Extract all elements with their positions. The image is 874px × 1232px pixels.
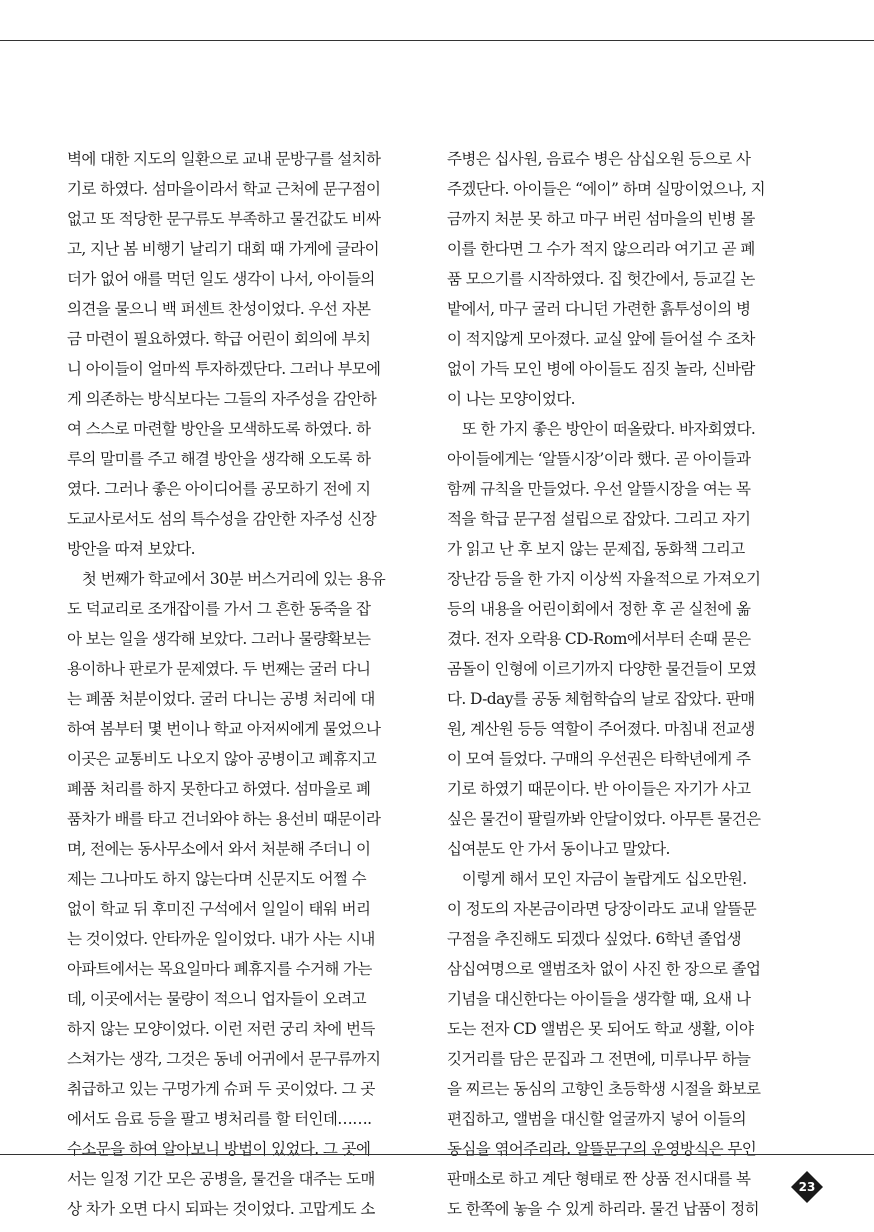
text-line: 을 찌르는 동심의 고향인 초등학생 시절을 화보로 [447, 1080, 761, 1098]
text-line: 는 것이었다. 안타까운 일이었다. 내가 사는 시내 [67, 930, 375, 948]
text-line: 기념을 대신한다는 아이들을 생각할 때, 요새 나 [447, 990, 751, 1008]
text-line: 서는 일정 기간 모은 공병을, 물건을 대주는 도매 [67, 1170, 375, 1188]
text-line: 니 아이들이 얼마씩 투자하겠단다. 그러나 부모에 [67, 360, 381, 378]
text-line: 금 마련이 필요하였다. 학급 어린이 회의에 부치 [67, 330, 371, 348]
text-line: 폐품 처리를 하지 못한다고 하였다. 섬마을로 폐 [67, 780, 371, 798]
text-line: 이곳은 교통비도 나오지 않아 공병이고 폐휴지고 [67, 750, 377, 768]
text-line: 주겠단다. 아이들은 “에이” 하며 실망이었으나, 지 [447, 180, 766, 198]
text-line: 루의 말미를 주고 해결 방안을 생각해 오도록 하 [67, 450, 371, 468]
text-line: 원, 계산원 등등 역할이 주어졌다. 마침내 전교생 [447, 720, 755, 738]
text-line: 고, 지난 봄 비행기 날리기 대회 때 가게에 글라이 [67, 240, 380, 258]
text-line: 깃거리를 담은 문집과 그 전면에, 미루나무 하늘 [447, 1050, 751, 1068]
text-line: 겼다. 전자 오락용 CD-Rom에서부터 손때 묻은 [447, 630, 751, 648]
text-line: 도교사로서도 섬의 특수성을 감안한 자주성 신장 [67, 510, 377, 528]
text-line: 적을 학급 문구점 설립으로 잡았다. 그리고 자기 [447, 510, 751, 528]
text-line: 이를 한다면 그 수가 적지 않으리라 여기고 곧 폐 [447, 240, 755, 258]
text-line: 에서도 음료 등을 팔고 병처리를 할 터인데……. [67, 1110, 372, 1128]
right-text-column [447, 144, 805, 1224]
text-line: 아파트에서는 목요일마다 폐휴지를 수거해 가는 [67, 960, 372, 978]
text-line: 장난감 등을 한 가지 이상씩 자율적으로 가져오기 [447, 570, 761, 588]
text-line: 취급하고 있는 구멍가게 슈퍼 두 곳이었다. 그 곳 [67, 1080, 375, 1098]
text-line: 데, 이곳에서는 물량이 적으니 업자들이 오려고 [67, 990, 367, 1008]
text-line: 곰돌이 인형에 이르기까지 다양한 물건들이 모였 [447, 660, 757, 678]
text-line: 삼십여명으로 앨범조차 없이 사진 한 장으로 졸업 [447, 960, 761, 978]
text-line: 가 읽고 난 후 보지 않는 문제집, 동화책 그리고 [447, 540, 745, 558]
text-line: 이렇게 해서 모인 자금이 놀랍게도 십오만원. [447, 870, 747, 888]
text-line: 하지 않는 모양이었다. 이런 저런 궁리 차에 번득 [67, 1020, 375, 1038]
text-line: 의견을 물으니 백 퍼센트 찬성이었다. 우선 자본 [67, 300, 371, 318]
text-line: 주병은 십사원, 음료수 병은 삼십오원 등으로 사 [447, 150, 751, 168]
text-line: 이 나는 모양이었다. [447, 390, 575, 408]
text-line: 며, 전에는 동사무소에서 와서 처분해 주더니 이 [67, 840, 371, 858]
text-line: 편집하고, 앨범을 대신할 얼굴까지 넣어 이들의 [447, 1110, 747, 1128]
text-line: 또 한 가지 좋은 방안이 떠올랐다. 바자회였다. [447, 420, 756, 438]
text-line: 이 모여 들었다. 구매의 우선권은 타학년에게 주 [447, 750, 751, 768]
text-line: 도 덕교리로 조개잡이를 가서 그 흔한 동죽을 잡 [67, 600, 371, 618]
text-line: 아 보는 일을 생각해 보았다. 그러나 물량확보는 [67, 630, 371, 648]
text-line: 판매소로 하고 계단 형태로 짠 상품 전시대를 복 [447, 1170, 751, 1188]
text-line: 아이들에게는 ‘알뜰시장’이라 했다. 곧 아이들과 [447, 450, 751, 468]
text-line: 벽에 대한 지도의 일환으로 교내 문방구를 설치하 [67, 150, 381, 168]
left-text-column [67, 144, 417, 1224]
text-line: 는 폐품 처분이었다. 굴러 다니는 공병 처리에 대 [67, 690, 375, 708]
text-line: 십여분도 안 가서 동이나고 말았다. [447, 840, 670, 858]
text-line: 싶은 물건이 팔릴까봐 안달이었다. 아무튼 물건은 [447, 810, 761, 828]
page-number: 23 [798, 1180, 816, 1194]
text-line: 다. D-day를 공동 체험학습의 날로 잡았다. 판매 [447, 690, 755, 708]
text-line: 기로 하였다. 섬마을이라서 학교 근처에 문구점이 [67, 180, 381, 198]
text-line: 없고 또 적당한 문구류도 부족하고 물건값도 비싸 [67, 210, 381, 228]
text-line: 여 스스로 마련할 방안을 모색하도록 하였다. 하 [67, 420, 371, 438]
text-line: 수소문을 하여 알아보니 방법이 있었다. 그 곳에 [67, 1140, 371, 1158]
text-line: 품 모으기를 시작하였다. 집 헛간에서, 등교길 논 [447, 270, 755, 288]
bottom-rule [0, 1154, 874, 1155]
text-line: 스쳐가는 생각, 그것은 동네 어귀에서 문구류까지 [67, 1050, 381, 1068]
text-line: 하여 봄부터 몇 번이나 학교 아저씨에게 물었으나 [67, 720, 381, 738]
text-line: 용이하나 판로가 문제였다. 두 번째는 굴러 다니 [67, 660, 371, 678]
text-line: 상 차가 오면 다시 되파는 것이었다. 고맙게도 소 [67, 1200, 375, 1218]
text-line: 함께 규칙을 만들었다. 우선 알뜰시장을 여는 목 [447, 480, 751, 498]
text-line: 이 정도의 자본금이라면 당장이라도 교내 알뜰문 [447, 900, 757, 918]
text-line: 도는 전자 CD 앨범은 못 되어도 학교 생활, 이야 [447, 1020, 754, 1038]
page-number-badge [790, 1170, 824, 1204]
text-line: 제는 그나마도 하지 않는다며 신문지도 어쩔 수 [67, 870, 367, 888]
text-line: 동심을 엮어주리라. 알뜰문구의 운영방식은 무인 [447, 1140, 757, 1158]
text-line: 금까지 처분 못 하고 마구 버린 섬마을의 빈병 몰 [447, 210, 755, 228]
text-line: 이 적지않게 모아졌다. 교실 앞에 들어설 수 조차 [447, 330, 755, 348]
text-line: 였다. 그러나 좋은 아이디어를 공모하기 전에 지 [67, 480, 371, 498]
text-line: 기로 하였기 때문이다. 반 아이들은 자기가 사고 [447, 780, 751, 798]
text-line: 밭에서, 마구 굴러 다니던 가련한 흙투성이의 병 [447, 300, 751, 318]
text-line: 첫 번째가 학교에서 30분 버스거리에 있는 용유 [67, 570, 386, 588]
text-line: 구점을 추진해도 되겠다 싶었다. 6학년 졸업생 [447, 930, 741, 948]
text-line: 없이 가득 모인 병에 아이들도 짐짓 놀라, 신바람 [447, 360, 755, 378]
text-line: 도 한쪽에 놓을 수 있게 하리라. 물건 납품이 정히 [447, 1200, 760, 1218]
text-line: 방안을 따져 보았다. [67, 540, 195, 558]
text-line: 더가 없어 애를 먹던 일도 생각이 나서, 아이들의 [67, 270, 375, 288]
text-line: 품차가 배를 타고 건너와야 하는 용선비 때문이라 [67, 810, 381, 828]
text-line: 없이 학교 뒤 후미진 구석에서 일일이 태워 버리 [67, 900, 371, 918]
text-line: 등의 내용을 어린이회에서 정한 후 곧 실천에 옮 [447, 600, 751, 618]
text-line: 게 의존하는 방식보다는 그들의 자주성을 감안하 [67, 390, 377, 408]
top-rule [0, 40, 874, 41]
